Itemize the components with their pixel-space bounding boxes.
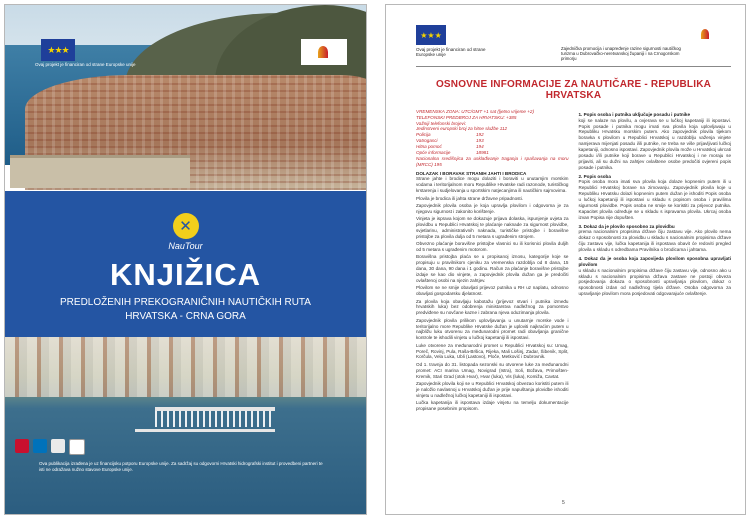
info-row: Policija 192 [416,132,484,138]
eu-flag-icon: ★★★ [416,25,446,45]
project-text: Zajednička promocija i unapređenje razine sigurnosti nautičkog turizma u Dubrovačko-neretvanskoj županiji i na Crnogorskom primorju [561,46,681,61]
item-heading: 1. Popis osoba i putnika uključuje posadu i putnike [578,111,691,117]
cover-eu-text: Ovaj projekt je financiran od strane Europske unije [35,62,136,67]
paragraph: Zapovjednik plovila osoba je koja upravlja plovilom i odgovorna je za njegovu sigurnost i zakonito korištenje. [416,202,569,214]
sponsor-logos [15,439,85,455]
cover-subtitle [5,296,366,323]
info-row: VREMENSKA ZONA: UTC/GMT +1 sat (ljetno vrijeme +2) [416,108,535,114]
paragraph: Zapovjednik plovila prilikom uplovljavanja u unutarnje morske vode i teritorijalno more Republike Hrvatske dužan je uploviti najkraćim putem u najbližu luku otvorenu za međunarodni promet radi obavljanja granične kontrole te ishodili vinjetu u lučkoj kapetaniji ili ispostavi. [416,317,569,341]
partner-logo [701,25,731,43]
info-row: Važniji telefonski brojevi: [416,120,467,126]
right-column [579,109,732,414]
page-columns [416,109,731,414]
info-page [385,4,746,515]
cover-city-walls [10,155,190,188]
info-row: Nacionalna središnjica za usklađivanje traganja i spašavanja na moru (MRCC) 195 [416,155,569,167]
marina-pier [135,429,275,432]
brochure-cover [4,4,367,515]
eu-flag-icon: ★★★ [41,39,75,61]
paragraph: Za plovila koja obavljaju kabotažu (prijevoz stvari i putnika između hrvatskih luka) bez odobrenja ministarstva nadležnog za pomorstvo predviđene su novčane kazne i zabrana njeva oduzimanja plovila. [416,298,569,316]
cover-title: KNJIŽICA [110,257,261,292]
paragraph: Vinjeta je isprava kojom se dokazuje prijava dolaska, ispunjenje uvjeta za plovidbu u Republici Hrvatskoj te plaćanje naknade za sigurnost plovidbe, svjetlarinu, administrativnih naknada, turističke pristojbe i boravišne pristojbe za plovila dulja od 5 metara s ugrađenim strojem. [416,216,569,239]
info-row: Opće informacije 18981 [416,149,489,155]
page-header [416,25,731,62]
marina-buildings [5,337,366,397]
paragraph: Plovilom se ne smije obavljati prijevoz putnika u RH uz naplatu, odnosno obavljati gospodarsku djelatnost. [416,285,569,297]
info-list [416,109,569,168]
header-divider [416,66,731,67]
left-column [416,109,569,414]
cover-subtitle-line2: HRVATSKA - CRNA GORA [125,310,246,322]
paragraph: Od 1. travnja do 31. listopada sezonski su otvorene luke za međunarodni promet: ACI marina Umag, Novigrad (Istra), Soli, Božava, Primošten-Kremik, Stari Grad (otok Hvar), Hvar (luka), Vis (luka), Komiža, Cavtat. [416,361,569,379]
sponsor-logo-icon [69,439,85,455]
cover-subtitle-line1: PREDLOŽENIH PREKOGRANIČNIH NAUTIČKIH RUTA [60,297,311,308]
paragraph: Luke otvorene za međunarodni promet u Republici Hrvatskoj su: Umag, Poreč, Rovinj, Pula, Raša-Bršica, Rijeka, Mali Lošinj, Zadar, Šibenik, Split, Korčula, Vela Luka, Ubli (Lastovo), Ploče, Metković i Dubrovnik. [416,342,569,360]
item-heading: 3. Dokaz da je plovilo sposobno za plovidbu [578,223,675,229]
info-row: Jedinstveni europski broj za hitne službe 112 [416,126,508,132]
cover-disclaimer: Ova publikacija izrađena je uz financijsku potporu Europske unije. Za sadržaj su odgovorni Hrvatski hidrografski institut i provedbeni partneri te isti ne odražava nužno stavove Europske unije. [39,461,323,472]
section-heading: DOLAZAK I BORAVAK STRANIH JAHTI I BRODICA [416,170,527,176]
item-heading: 4. Dokaz da je osoba koja zapovijeda plovilom sposobna upravljati plovilom [578,255,731,267]
cover-marina-photo [5,337,366,515]
paragraph: Obvezno plaćanje boravišne pristojbe vlasnici su ili korisnici plovila duljih od 5 metara s ugrađenim motorom. [416,241,569,253]
page-title: OSNOVNE INFORMACIJE ZA NAUTIČARE - REPUBLIKA HRVATSKA [435,78,712,101]
page-eu-text: Ovaj projekt je financiran od strane Europske unije [416,47,486,58]
paragraph: Boravišna pristojba plaća se u propisanoj iznosu, kategorije koje se propisuju u pravilnikom cjeniku za vremenska razdoblja od 8 dana, 15 dana, 30 dana, 90 dana i 1 godinu. Račun za plaćanje boravišne pristojbe izdaje se kao dio vinjete, a zapovjednik plovila dužan ga je predočiti ovlaštenoj osobi na njezin zahtjev. [416,254,569,283]
paragraph: Zapovjednik plovila koji se u Republici Hrvatskoj obvezao koristiti putem ili je naložio navlasnoj u Hrvatskoj dužan je prije napuštanja plovidbe ishoditi vinjetu u nadležnoj lučkoj kapetaniji ili ispostavi. [416,380,569,398]
paragraph: Strane jahte i brodice mogu dolaziti i boraviti u unutarnjim morskim vodama i teritorijalnom moru Republike Hrvatske radi razonode, turističkog krstarenja i sudjelovanja u sportskim natjecanjima ili nautičkim sajmovima. [416,176,569,194]
partner-logo [301,39,347,65]
sponsor-logo-icon [33,439,47,453]
item-heading: 2. Popis osoba [578,173,611,179]
cover-title-band [5,191,366,337]
page-number: 5 [562,500,565,506]
brand-name: NauTour [168,241,203,251]
marina-boats [155,411,275,427]
paragraph: u skladu s nacionalnim propisima države čiju zastavu vije, odnosno ako u skladu s nacionalnim propisima država zastave ne postoji obveza posjedovanja dokaza o sposobnosti upravljanja plovilom, dokaz o sposobnosti izdan od nadležnog tijela države. Osoba odgovorna za upravljanje plovilom mora posjedovati odgovarajuće ovlaštenje. [578,267,731,297]
info-row: Hitna pomoć 194 [416,144,484,150]
paragraph: prema nacionalnim propisima države čiju zastavu vije. Ako plovilo nema dokaz o sposobnosti za plovidbu u skladu s nacionalnim propisima države čiju zastavu vije, lučka kapetanija ili ispostava obavit će redoviti pregled plovila u skladu s odredbama Pravilnika o brodicama i jahtama. [578,229,731,253]
paragraph: Lučka kapetanija ili ispostava izdaje vinjetu na temelju dokumentacije propisane posebnim propisom. [416,400,569,411]
sponsor-logo-icon [15,439,29,453]
info-row: TELEFONSKI PREDBROJ ZA HRVATSKU: +385 [416,114,517,120]
sponsor-logo-icon [51,439,65,453]
paragraph: koji se nalaze na plovilu, a ovjerava se u lučkoj kapetaniji ili ispostavi. Popis posade i putnika mogu imati sva plovila koja uplovljavaju u Republiku Hrvatsku morskim putem. Ako zapovjednik plovila tijekom boravka s plovilom u Republici Hrvatskoj u razdoblju važenja vinjete namjerava mijenjati posadu i/ili putnike, ne treba se više prijavljivati lučkoj kapetaniji, odnosno ispostavi. Zapovjednik plovila može u Hrvatskoj ukrcati posadu i/ili putnike koji borave u Republici Hrvatskoj i ne moraju se prijaviti, ali su dužni na zahtjev ovlaštene osobe predočiti ovjereni popis posade i putnika. [578,117,731,170]
nautour-logo-icon: ✕ [173,213,199,239]
paragraph: Plovila je brodica ili jahta strane državne pripadnosti. [416,195,523,201]
info-row: Vatrogasci 193 [416,138,484,144]
paragraph: Popis osoba mora imati sva plovila koja dolaze kopnenim putem ili u Republici Hrvatskoj borave na zimovanju. Zapovjednik plovila koje u Republiku Hrvatsku dolazi kopnenim putem dužan je ishoditi Popis osoba u lučkoj kapetaniji ili ispostavi u skladu s popisom osoba i pravilima sigurnosti plovidbe. Popis osoba ne smije se koristiti za prijevoz putnika. Kapacitet plovila određuje se u skladu s ispravama plovila. Ukrcaj osoba izvan Popisa nije dopušten. [578,179,731,220]
